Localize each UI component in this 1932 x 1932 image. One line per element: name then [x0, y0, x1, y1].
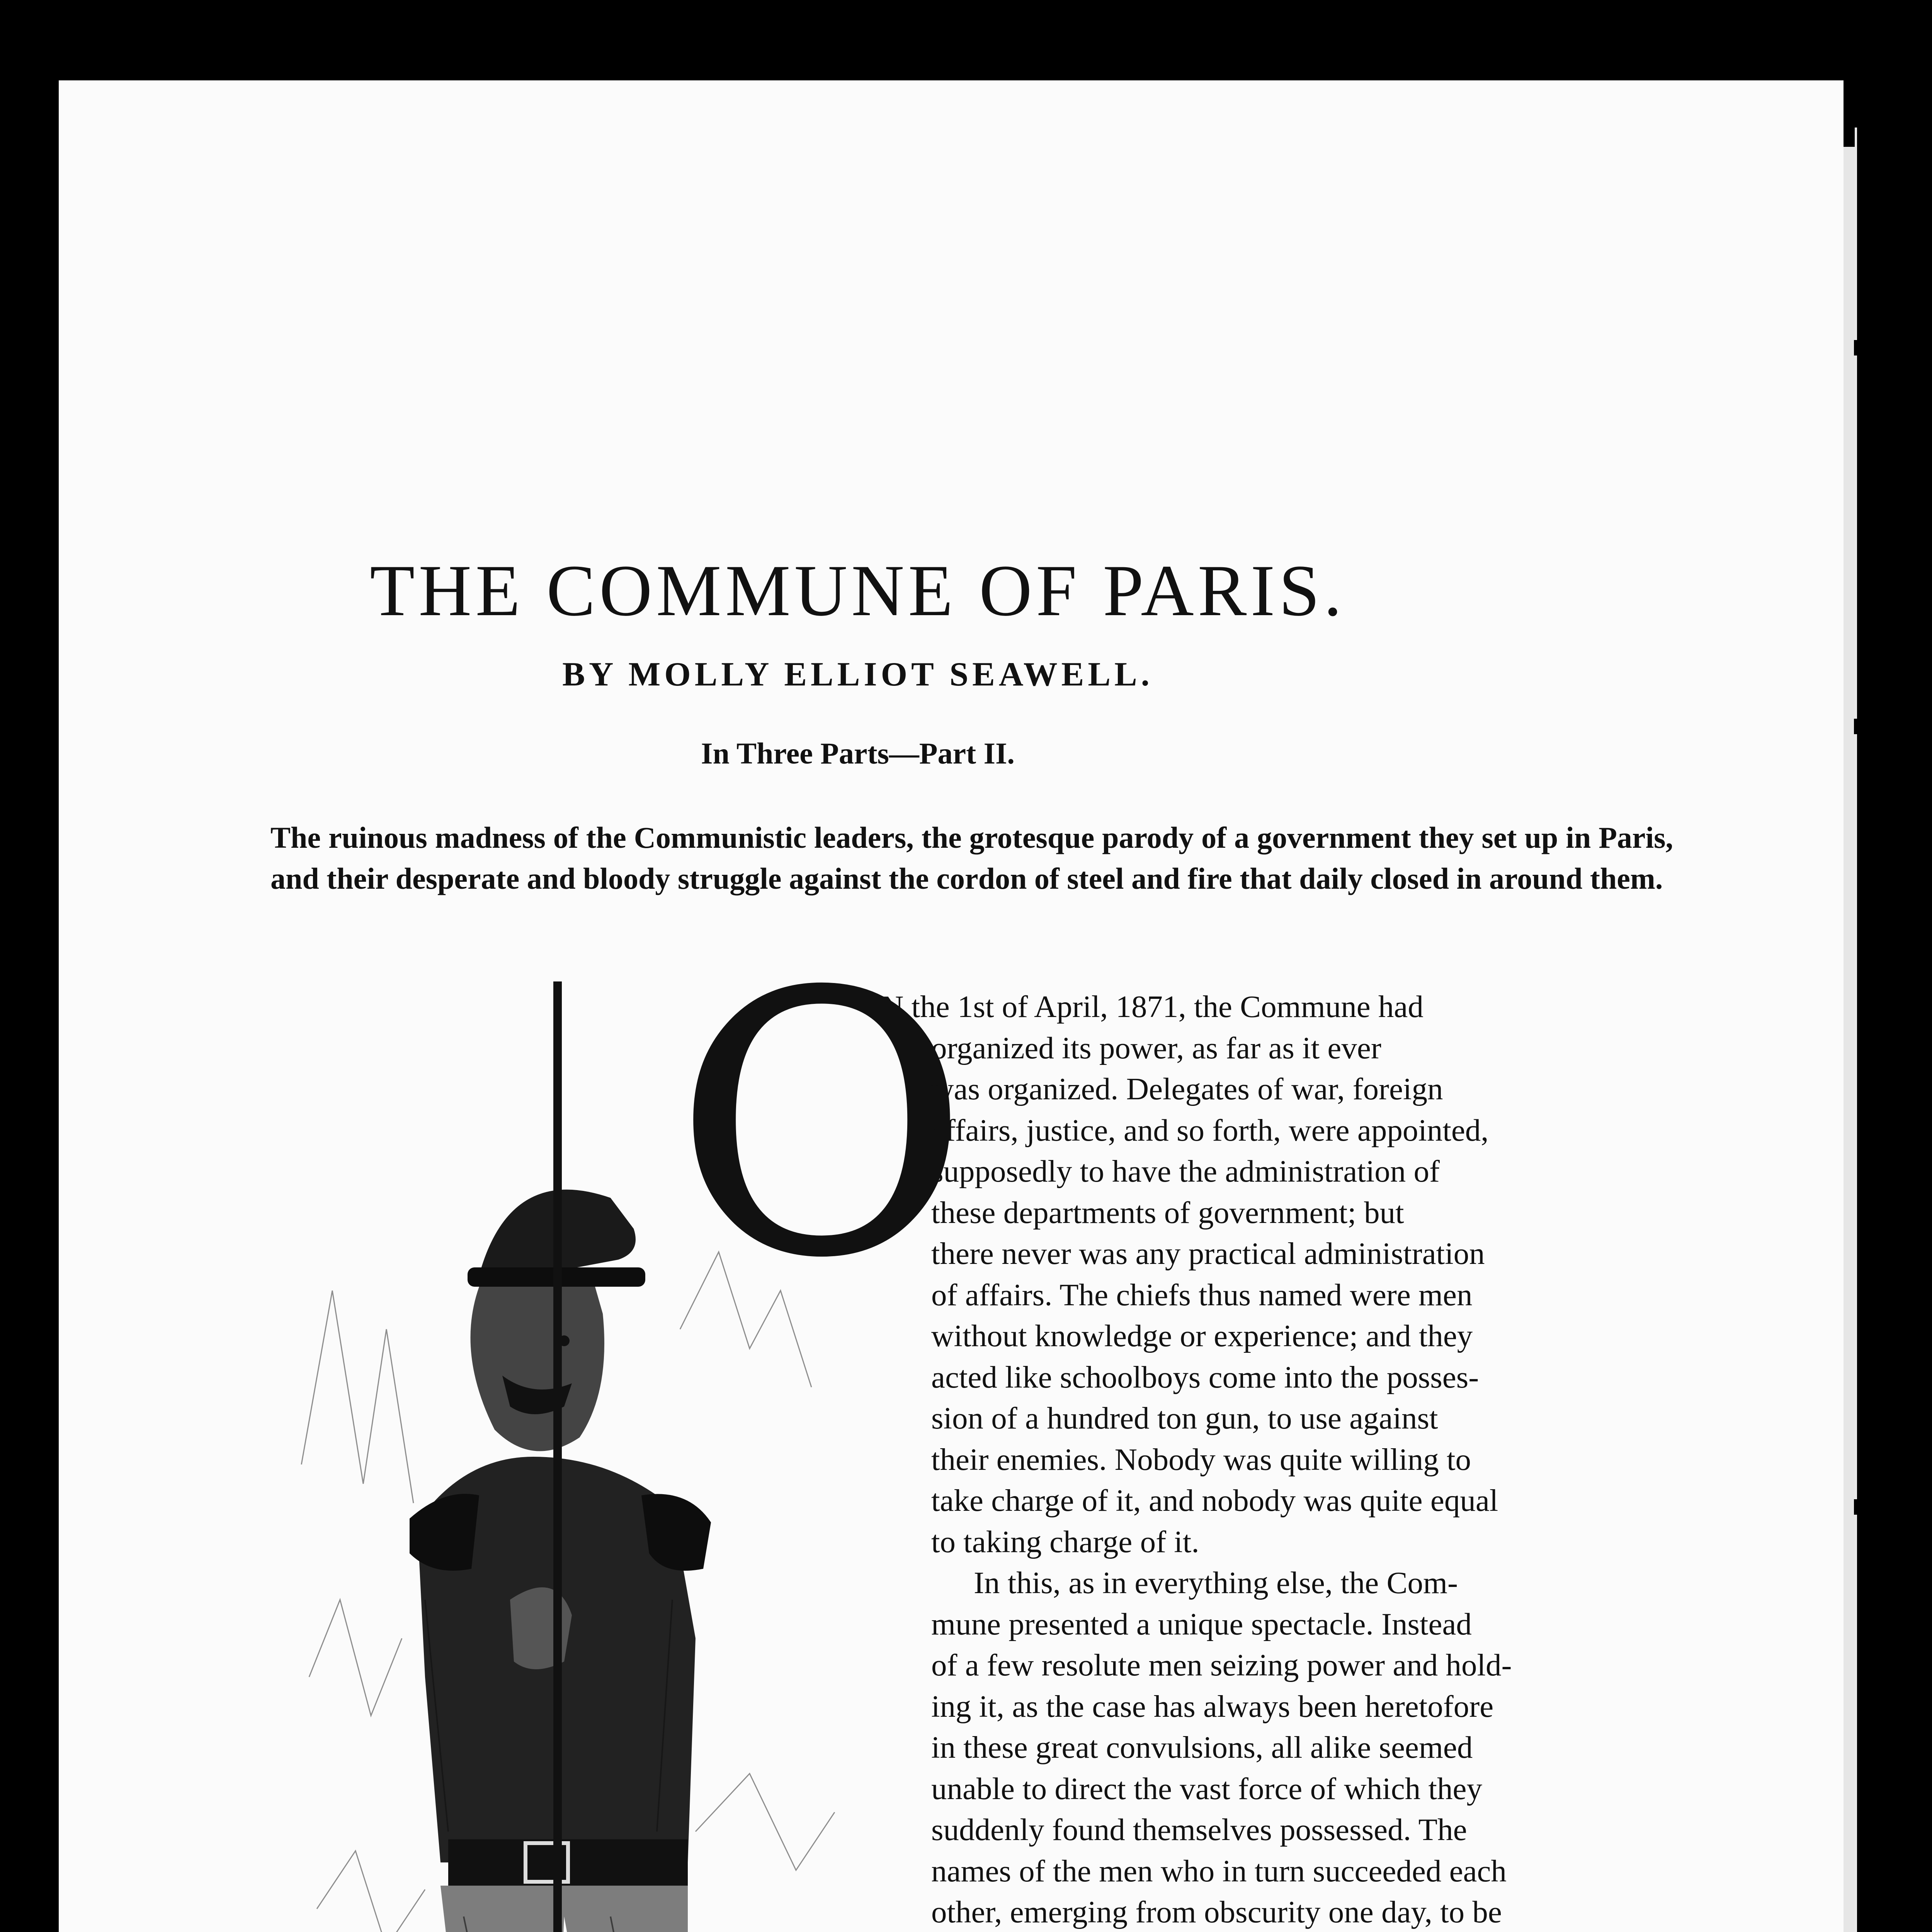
edge-mark	[1854, 1499, 1861, 1515]
body-line: unable to direct the vast force of which they	[931, 1771, 1482, 1806]
body-line: without knowledge or experience; and they	[931, 1318, 1473, 1353]
body-line: suddenly found themselves possessed. The	[931, 1812, 1467, 1847]
edge-mark	[1854, 719, 1861, 734]
body-line: affairs, justice, and so forth, were appointed,	[931, 1112, 1489, 1148]
article-title: THE COMMUNE OF PARIS.	[370, 550, 1346, 631]
body-line: of a few resolute men seizing power and hold-	[931, 1648, 1512, 1682]
body-line: organized its power, as far as it ever	[931, 1030, 1381, 1065]
body-column-wrapped	[931, 1027, 1671, 1233]
body-column-right	[931, 1233, 1671, 1932]
body-line: their enemies. Nobody was quite willing to	[931, 1442, 1471, 1477]
body-line: ing it, as the case has always been heretofore	[931, 1689, 1494, 1724]
body-line: supposedly to have the administration of	[931, 1154, 1440, 1189]
body-line: other, emerging from obscurity one day, to be	[931, 1895, 1502, 1929]
article-lead: The ruinous madness of the Communistic leaders, the grotesque parody of a government they set up in Paris, and their desperate and bloody struggle against the cordon of steel and fire that daily closed in around them.	[270, 821, 1673, 895]
body-line: there never was any practical administration	[931, 1236, 1485, 1271]
body-line: sion of a hundred ton gun, to use against	[931, 1401, 1438, 1435]
page-edge	[1844, 147, 1855, 1932]
adjacent-page-strip	[1855, 128, 1857, 1932]
body-line: in these great convulsions, all alike seemed	[931, 1730, 1473, 1765]
body-line: mune presented a unique spectacle. Instead	[931, 1606, 1472, 1641]
body-line: to taking charge of it.	[931, 1524, 1199, 1559]
body-line: In this, as in everything else, the Com-	[974, 1565, 1458, 1600]
body-line: was organized. Delegates of war, foreign	[931, 1071, 1443, 1106]
body-line: names of the men who in turn succeeded each	[931, 1853, 1507, 1888]
body-line: take charge of it, and nobody was quite equal	[931, 1483, 1498, 1518]
article-part-label: In Three Parts—Part II.	[701, 736, 1015, 770]
body-line: acted like schoolboys come into the posses-	[931, 1359, 1479, 1395]
drop-cap-letter: O	[674, 917, 969, 1335]
article-author: BY MOLLY ELLIOT SEAWELL.	[562, 656, 1153, 693]
body-line: of affairs. The chiefs thus named were men	[931, 1277, 1473, 1312]
body-column-line-1	[881, 986, 1671, 1027]
body-line: these departments of government; but	[931, 1195, 1404, 1230]
body-line: N the 1st of April, 1871, the Commune had	[881, 989, 1423, 1024]
edge-mark	[1854, 340, 1861, 355]
